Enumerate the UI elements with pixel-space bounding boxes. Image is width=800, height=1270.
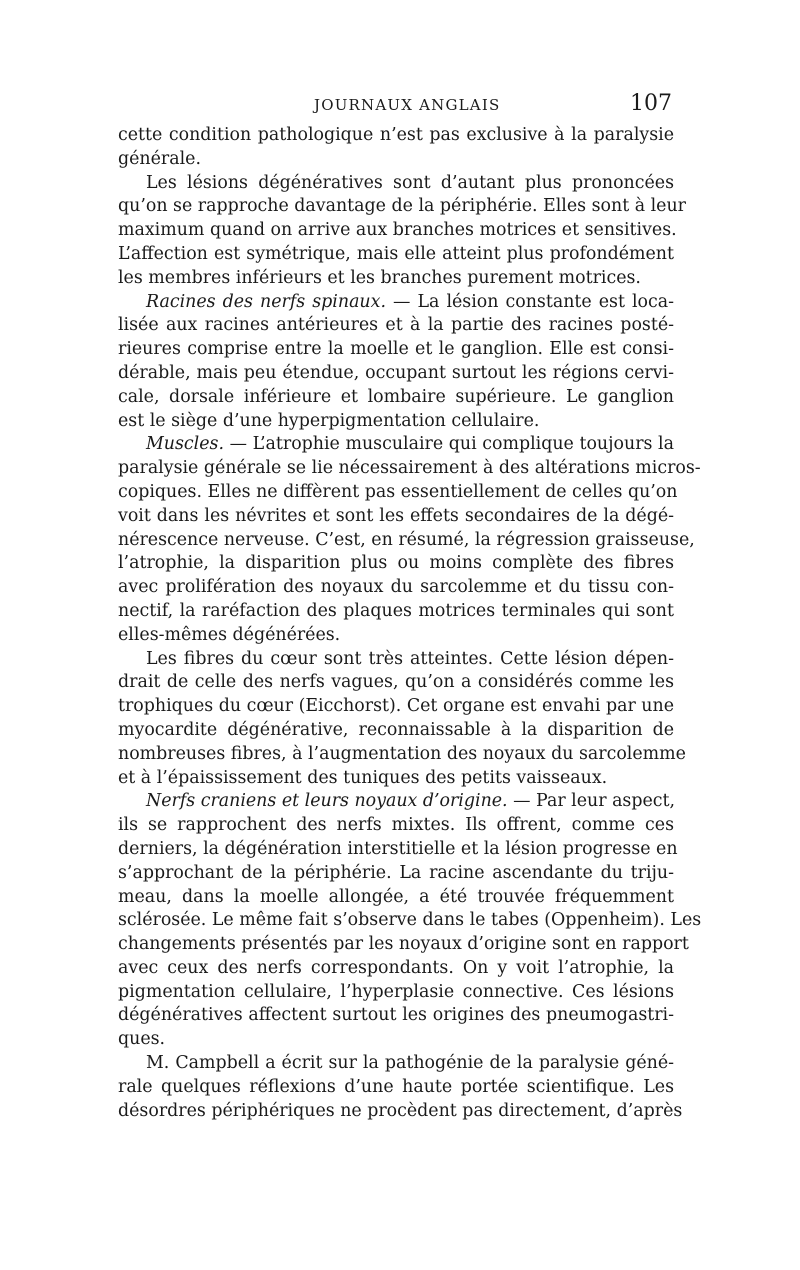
text-line: sclérosée. Le même fait s’observe dans le tabes (Oppenheim). Les [118, 910, 702, 931]
text-line: cette condition pathologique n’est pas exclusive à la paralysie [118, 125, 674, 145]
text-line: cale, dorsale inférieure et lombaire supérieure. Le ganglion [118, 386, 674, 407]
text-line: meau, dans la moelle allongée, a été trouvée fréquemment [118, 886, 674, 907]
text-line: nérescence nerveuse. C’est, en résumé, la régression graisseuse, [118, 529, 695, 550]
text-line: est le siège d’une hyperpigmentation cellulaire. [118, 410, 540, 431]
text-line: désordres périphériques ne procèdent pas directement, d’après [118, 1100, 683, 1121]
text-line: s’approchant de la périphérie. La racine ascendante du triju- [118, 862, 674, 883]
text-line: changements présentés par les noyaux d’origine sont en rapport [118, 934, 689, 955]
text-line: paralysie générale se lie nécessairement à des altérations micros- [118, 458, 701, 479]
text-line: lisée aux racines antérieures et à la partie des racines posté- [118, 315, 674, 336]
section-heading-racines: Racines des nerfs spinaux. [146, 291, 386, 312]
text-line: L’affection est symétrique, mais elle atteint plus profondément [118, 243, 674, 264]
section-text: — La lésion constante est loca- [385, 291, 674, 312]
text-line: qu’on se rapproche davantage de la périphérie. Elles sont à leur [118, 196, 686, 217]
text-line: pigmentation cellulaire, l’hyperplasie connective. Ces lésions [118, 981, 674, 1002]
text-line [118, 291, 674, 315]
text-line: dégénératives affectent surtout les origines des pneumogastri- [118, 1005, 674, 1026]
text-line: avec prolifération des noyaux du sarcolemme et du tissu con- [118, 577, 674, 598]
running-title: JOURNAUX ANGLAIS [314, 96, 501, 114]
text-line: rieures comprise entre la moelle et le ganglion. Elle est consi- [118, 339, 674, 360]
text-line [118, 433, 674, 457]
text-line: Les lésions dégénératives sont d’autant plus prononcées [146, 172, 674, 193]
text-line: générale. [118, 148, 201, 169]
text-line: ils se rapprochent des nerfs mixtes. Ils offrent, comme ces [118, 815, 674, 836]
text-line: les membres inférieurs et les branches purement motrices. [118, 267, 641, 288]
text-line: dérable, mais peu étendue, occupant surtout les régions cervi- [118, 362, 674, 383]
text-line: l’atrophie, la disparition plus ou moins complète des fibres [118, 553, 674, 574]
page-number: 107 [630, 91, 672, 116]
text-line: elles-mêmes dégénérées. [118, 624, 341, 645]
text-line: derniers, la dégénération interstitielle et la lésion progresse en [118, 838, 678, 859]
text-line: myocardite dégénérative, reconnaissable à la disparition de [118, 719, 674, 740]
text-line: avec ceux des nerfs correspondants. On y voit l’atrophie, la [118, 957, 674, 978]
text-line: voit dans les névrites et sont les effets secondaires de la dégé- [118, 505, 674, 526]
text-line: trophiques du cœur (Eicchorst). Cet organe est envahi par une [118, 696, 674, 717]
text-line: ques. [118, 1029, 166, 1050]
text-line: et à l’épaississement des tuniques des petits vaisseaux. [118, 767, 608, 788]
text-line: nectif, la raréfaction des plaques motrices terminales qui sont [118, 600, 674, 621]
section-text: — Par leur aspect, [507, 791, 676, 812]
section-text: — L’atrophie musculaire qui complique toujours la [223, 434, 674, 455]
section-heading-muscles: Muscles. [146, 434, 224, 455]
page-header [118, 92, 672, 120]
text-line: copiques. Elles ne diffèrent pas essentiellement de celles qu’on [118, 481, 678, 502]
text-line: maximum quand on arrive aux branches motrices et sensitives. [118, 220, 677, 241]
text-line: M. Campbell a écrit sur la pathogénie de la paralysie géné- [146, 1053, 674, 1074]
text-line: drait de celle des nerfs vagues, qu’on a considérés comme les [118, 672, 674, 693]
text-line [118, 790, 674, 814]
section-heading-nerfs-craniens: Nerfs craniens et leurs noyaux d’origine. [146, 791, 508, 812]
text-line: nombreuses fibres, à l’augmentation des noyaux du sarcolemme [118, 743, 686, 764]
text-line: rale quelques réflexions d’une haute portée scientifique. Les [118, 1076, 674, 1097]
text-line: Les fibres du cœur sont très atteintes. Cette lésion dépen- [146, 648, 674, 669]
page-body [118, 124, 702, 1123]
